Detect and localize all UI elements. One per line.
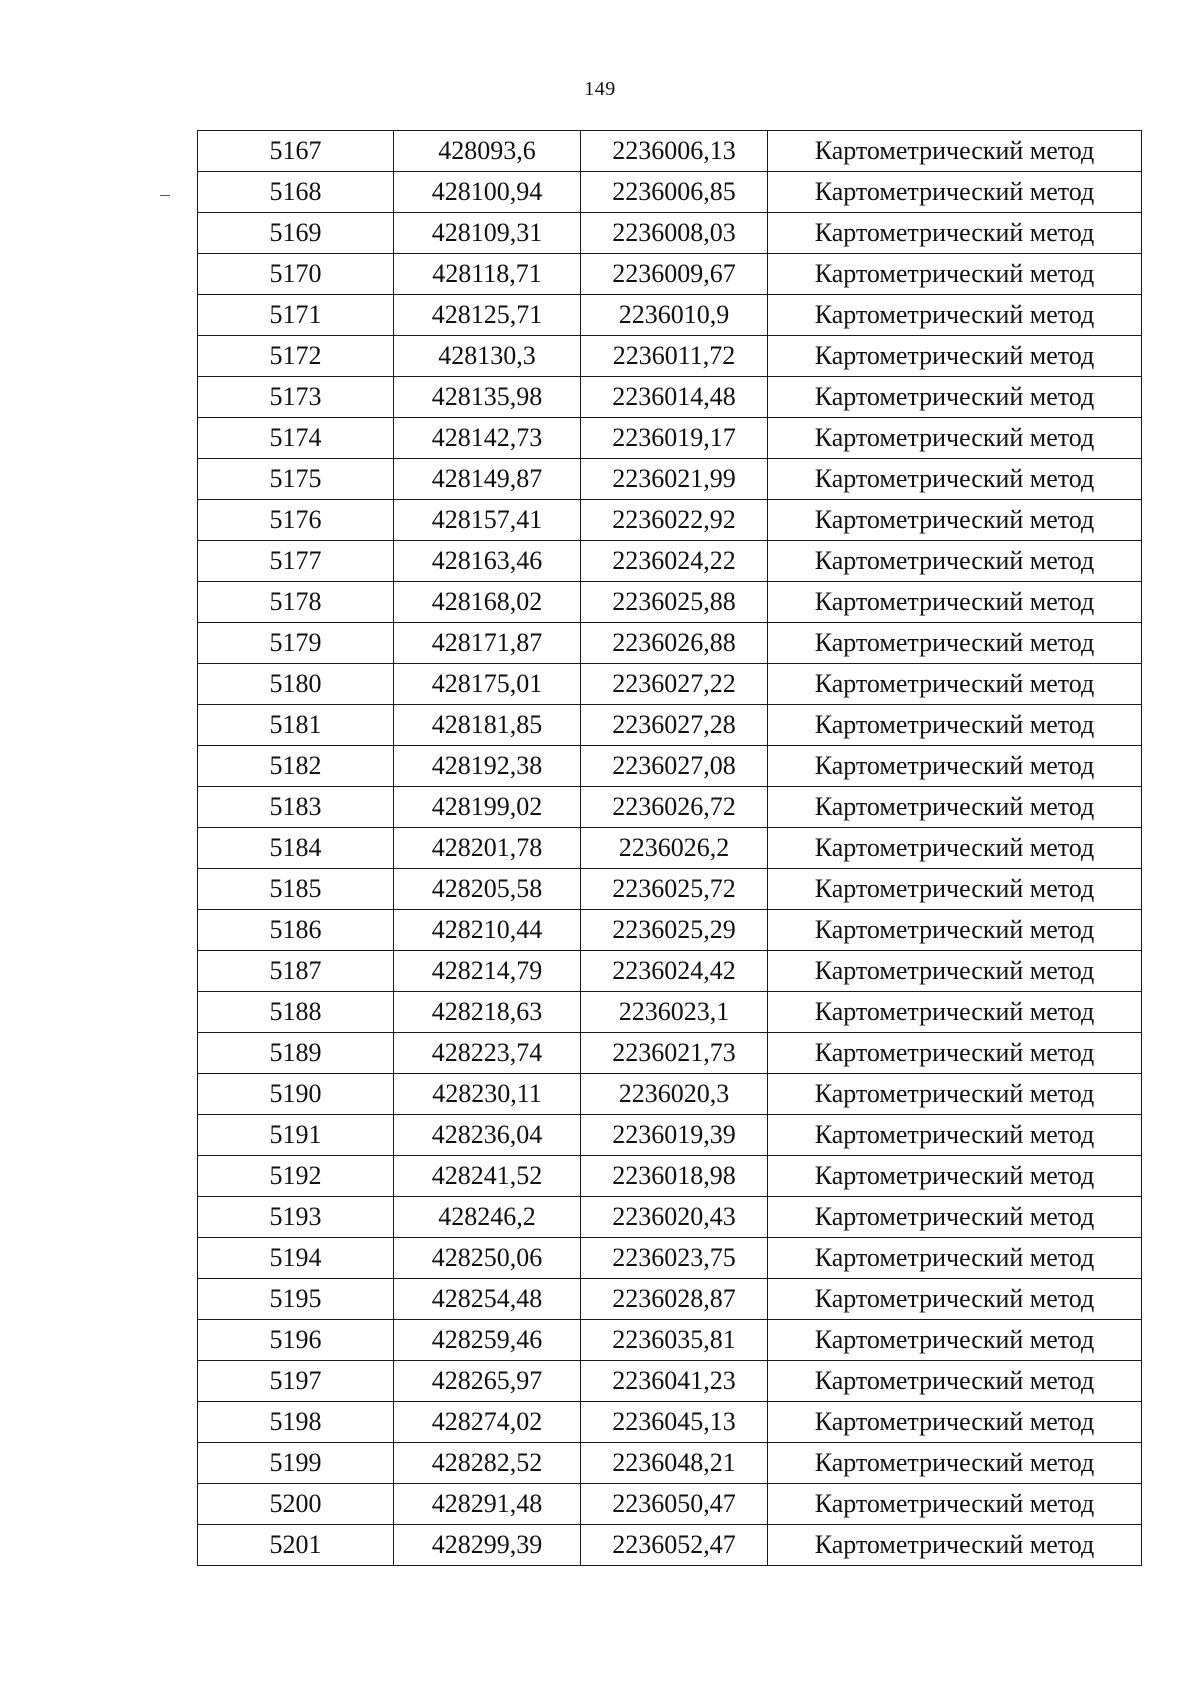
point-number-cell: 5197	[198, 1361, 394, 1402]
x-coordinate-cell: 428218,63	[394, 992, 581, 1033]
method-cell: Картометрический метод	[768, 910, 1142, 951]
point-number-cell: 5201	[198, 1525, 394, 1566]
method-cell: Картометрический метод	[768, 1238, 1142, 1279]
x-coordinate-cell: 428291,48	[394, 1484, 581, 1525]
x-coordinate-cell: 428205,58	[394, 869, 581, 910]
method-cell: Картометрический метод	[768, 1197, 1142, 1238]
x-coordinate-cell: 428163,46	[394, 541, 581, 582]
method-cell: Картометрический метод	[768, 336, 1142, 377]
point-number-cell: 5198	[198, 1402, 394, 1443]
point-number-cell: 5190	[198, 1074, 394, 1115]
table-row	[198, 705, 1142, 746]
point-number-cell: 5200	[198, 1484, 394, 1525]
method-cell: Картометрический метод	[768, 787, 1142, 828]
x-coordinate-cell: 428246,2	[394, 1197, 581, 1238]
x-coordinate-cell: 428135,98	[394, 377, 581, 418]
table-row	[198, 787, 1142, 828]
x-coordinate-cell: 428282,52	[394, 1443, 581, 1484]
method-cell: Картометрический метод	[768, 172, 1142, 213]
y-coordinate-cell: 2236035,81	[581, 1320, 768, 1361]
x-coordinate-cell: 428214,79	[394, 951, 581, 992]
table-row	[198, 1279, 1142, 1320]
y-coordinate-cell: 2236021,73	[581, 1033, 768, 1074]
y-coordinate-cell: 2236024,22	[581, 541, 768, 582]
table-row	[198, 254, 1142, 295]
y-coordinate-cell: 2236006,85	[581, 172, 768, 213]
y-coordinate-cell: 2236025,88	[581, 582, 768, 623]
page-number: 149	[584, 78, 616, 100]
point-number-cell: 5173	[198, 377, 394, 418]
table-row	[198, 541, 1142, 582]
method-cell: Картометрический метод	[768, 582, 1142, 623]
table-row	[198, 500, 1142, 541]
x-coordinate-cell: 428259,46	[394, 1320, 581, 1361]
method-cell: Картометрический метод	[768, 869, 1142, 910]
x-coordinate-cell: 428175,01	[394, 664, 581, 705]
table-row	[198, 746, 1142, 787]
table-row	[198, 1156, 1142, 1197]
method-cell: Картометрический метод	[768, 1279, 1142, 1320]
x-coordinate-cell: 428093,6	[394, 131, 581, 172]
method-cell: Картометрический метод	[768, 1033, 1142, 1074]
point-number-cell: 5189	[198, 1033, 394, 1074]
y-coordinate-cell: 2236025,29	[581, 910, 768, 951]
table-row	[198, 295, 1142, 336]
table-row	[198, 992, 1142, 1033]
table-row	[198, 1115, 1142, 1156]
method-cell: Картометрический метод	[768, 705, 1142, 746]
table-row	[198, 131, 1142, 172]
point-number-cell: 5172	[198, 336, 394, 377]
y-coordinate-cell: 2236023,1	[581, 992, 768, 1033]
table-row	[198, 418, 1142, 459]
point-number-cell: 5169	[198, 213, 394, 254]
method-cell: Картометрический метод	[768, 500, 1142, 541]
y-coordinate-cell: 2236019,39	[581, 1115, 768, 1156]
y-coordinate-cell: 2236026,72	[581, 787, 768, 828]
method-cell: Картометрический метод	[768, 828, 1142, 869]
method-cell: Картометрический метод	[768, 746, 1142, 787]
table-row	[198, 910, 1142, 951]
table-row	[198, 1033, 1142, 1074]
y-coordinate-cell: 2236025,72	[581, 869, 768, 910]
x-coordinate-cell: 428130,3	[394, 336, 581, 377]
method-cell: Картометрический метод	[768, 1484, 1142, 1525]
y-coordinate-cell: 2236048,21	[581, 1443, 768, 1484]
point-number-cell: 5194	[198, 1238, 394, 1279]
table-row	[198, 1361, 1142, 1402]
y-coordinate-cell: 2236027,28	[581, 705, 768, 746]
y-coordinate-cell: 2236050,47	[581, 1484, 768, 1525]
point-number-cell: 5178	[198, 582, 394, 623]
method-cell: Картометрический метод	[768, 1525, 1142, 1566]
point-number-cell: 5167	[198, 131, 394, 172]
x-coordinate-cell: 428168,02	[394, 582, 581, 623]
x-coordinate-cell: 428250,06	[394, 1238, 581, 1279]
x-coordinate-cell: 428199,02	[394, 787, 581, 828]
x-coordinate-cell: 428142,73	[394, 418, 581, 459]
margin-mark	[160, 195, 170, 196]
y-coordinate-cell: 2236008,03	[581, 213, 768, 254]
method-cell: Картометрический метод	[768, 1156, 1142, 1197]
table-row	[198, 869, 1142, 910]
method-cell: Картометрический метод	[768, 1402, 1142, 1443]
point-number-cell: 5175	[198, 459, 394, 500]
point-number-cell: 5182	[198, 746, 394, 787]
method-cell: Картометрический метод	[768, 951, 1142, 992]
y-coordinate-cell: 2236006,13	[581, 131, 768, 172]
y-coordinate-cell: 2236026,2	[581, 828, 768, 869]
x-coordinate-cell: 428230,11	[394, 1074, 581, 1115]
method-cell: Картометрический метод	[768, 295, 1142, 336]
point-number-cell: 5193	[198, 1197, 394, 1238]
method-cell: Картометрический метод	[768, 992, 1142, 1033]
point-number-cell: 5195	[198, 1279, 394, 1320]
x-coordinate-cell: 428265,97	[394, 1361, 581, 1402]
method-cell: Картометрический метод	[768, 418, 1142, 459]
table-row	[198, 951, 1142, 992]
y-coordinate-cell: 2236022,92	[581, 500, 768, 541]
y-coordinate-cell: 2236052,47	[581, 1525, 768, 1566]
method-cell: Картометрический метод	[768, 664, 1142, 705]
point-number-cell: 5188	[198, 992, 394, 1033]
y-coordinate-cell: 2236011,72	[581, 336, 768, 377]
point-number-cell: 5191	[198, 1115, 394, 1156]
x-coordinate-cell: 428241,52	[394, 1156, 581, 1197]
point-number-cell: 5181	[198, 705, 394, 746]
method-cell: Картометрический метод	[768, 541, 1142, 582]
y-coordinate-cell: 2236027,08	[581, 746, 768, 787]
table-row	[198, 172, 1142, 213]
x-coordinate-cell: 428100,94	[394, 172, 581, 213]
x-coordinate-cell: 428118,71	[394, 254, 581, 295]
x-coordinate-cell: 428223,74	[394, 1033, 581, 1074]
table-row	[198, 1074, 1142, 1115]
point-number-cell: 5176	[198, 500, 394, 541]
method-cell: Картометрический метод	[768, 459, 1142, 500]
y-coordinate-cell: 2236023,75	[581, 1238, 768, 1279]
table-row	[198, 459, 1142, 500]
method-cell: Картометрический метод	[768, 1320, 1142, 1361]
table-row	[198, 1197, 1142, 1238]
x-coordinate-cell: 428299,39	[394, 1525, 581, 1566]
x-coordinate-cell: 428254,48	[394, 1279, 581, 1320]
table-row	[198, 1402, 1142, 1443]
table-row	[198, 1443, 1142, 1484]
y-coordinate-cell: 2236027,22	[581, 664, 768, 705]
table-row	[198, 1484, 1142, 1525]
y-coordinate-cell: 2236010,9	[581, 295, 768, 336]
y-coordinate-cell: 2236045,13	[581, 1402, 768, 1443]
table-row	[198, 828, 1142, 869]
table-row	[198, 1525, 1142, 1566]
method-cell: Картометрический метод	[768, 1443, 1142, 1484]
x-coordinate-cell: 428192,38	[394, 746, 581, 787]
y-coordinate-cell: 2236028,87	[581, 1279, 768, 1320]
point-number-cell: 5179	[198, 623, 394, 664]
x-coordinate-cell: 428157,41	[394, 500, 581, 541]
x-coordinate-cell: 428201,78	[394, 828, 581, 869]
table-row	[198, 377, 1142, 418]
point-number-cell: 5177	[198, 541, 394, 582]
table-row	[198, 213, 1142, 254]
method-cell: Картометрический метод	[768, 254, 1142, 295]
x-coordinate-cell: 428109,31	[394, 213, 581, 254]
method-cell: Картометрический метод	[768, 1115, 1142, 1156]
coordinates-table-body	[198, 131, 1142, 1566]
table-row	[198, 664, 1142, 705]
y-coordinate-cell: 2236021,99	[581, 459, 768, 500]
y-coordinate-cell: 2236041,23	[581, 1361, 768, 1402]
y-coordinate-cell: 2236020,43	[581, 1197, 768, 1238]
method-cell: Картометрический метод	[768, 131, 1142, 172]
point-number-cell: 5199	[198, 1443, 394, 1484]
x-coordinate-cell: 428236,04	[394, 1115, 581, 1156]
y-coordinate-cell: 2236014,48	[581, 377, 768, 418]
x-coordinate-cell: 428181,85	[394, 705, 581, 746]
method-cell: Картометрический метод	[768, 1074, 1142, 1115]
point-number-cell: 5180	[198, 664, 394, 705]
point-number-cell: 5184	[198, 828, 394, 869]
method-cell: Картометрический метод	[768, 623, 1142, 664]
method-cell: Картометрический метод	[768, 213, 1142, 254]
x-coordinate-cell: 428125,71	[394, 295, 581, 336]
point-number-cell: 5186	[198, 910, 394, 951]
method-cell: Картометрический метод	[768, 1361, 1142, 1402]
point-number-cell: 5170	[198, 254, 394, 295]
point-number-cell: 5168	[198, 172, 394, 213]
table-row	[198, 623, 1142, 664]
table-row	[198, 1238, 1142, 1279]
table-row	[198, 336, 1142, 377]
y-coordinate-cell: 2236026,88	[581, 623, 768, 664]
point-number-cell: 5185	[198, 869, 394, 910]
y-coordinate-cell: 2236024,42	[581, 951, 768, 992]
method-cell: Картометрический метод	[768, 377, 1142, 418]
y-coordinate-cell: 2236019,17	[581, 418, 768, 459]
x-coordinate-cell: 428274,02	[394, 1402, 581, 1443]
point-number-cell: 5183	[198, 787, 394, 828]
point-number-cell: 5192	[198, 1156, 394, 1197]
coordinates-table	[197, 130, 1142, 1566]
point-number-cell: 5174	[198, 418, 394, 459]
y-coordinate-cell: 2236009,67	[581, 254, 768, 295]
x-coordinate-cell: 428210,44	[394, 910, 581, 951]
table-row	[198, 1320, 1142, 1361]
table-row	[198, 582, 1142, 623]
point-number-cell: 5171	[198, 295, 394, 336]
y-coordinate-cell: 2236018,98	[581, 1156, 768, 1197]
x-coordinate-cell: 428149,87	[394, 459, 581, 500]
y-coordinate-cell: 2236020,3	[581, 1074, 768, 1115]
point-number-cell: 5196	[198, 1320, 394, 1361]
x-coordinate-cell: 428171,87	[394, 623, 581, 664]
point-number-cell: 5187	[198, 951, 394, 992]
